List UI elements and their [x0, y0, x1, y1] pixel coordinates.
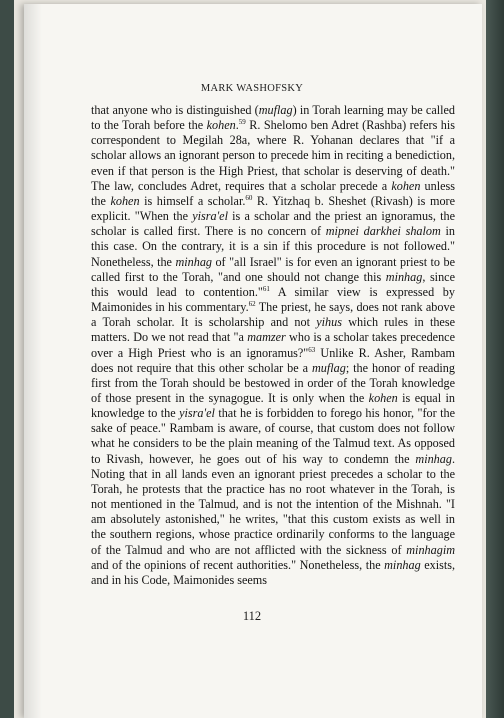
text-run: ) in Torah learning may be called to the Torah before the: [91, 103, 455, 133]
italic-term: kohen: [206, 118, 236, 133]
italic-term: mamzer: [247, 330, 286, 345]
italic-term: kohen: [110, 193, 140, 208]
text-run: R. Shelomo ben Adret (Rashba) refers his correspondent to Megilah 28a, where R. Yohanan declares that "if a scholar allows an ignorant person to precede him in reciting a benediction, even if that person is the High Priest, that scholar is deserving of death." The law, concludes Adret, requires that a scholar precede a: [91, 118, 456, 193]
text-run: Unlike R. Asher, Rambam does not require that this other scholar be a: [91, 345, 455, 375]
italic-term: kohen: [368, 390, 398, 405]
text-run: ; the honor of reading first from the Torah should be bestowed in order of the Torah knowledge of those present in the synagogue. It is only when the: [91, 360, 455, 405]
text-run: The priest, he says, does not rank above a Torah scholar. It is scholarship and not: [91, 300, 455, 330]
text-run: is a scholar and the priest an ignoramus, the scholar is called first. There is no concern of: [91, 209, 456, 239]
text-run: who is a scholar takes precedence over a High Priest who is an ignoramus?": [91, 330, 456, 360]
footnote-ref: 61: [262, 284, 270, 293]
text-run: that he is forbidden to forego his honor, "for the sake of peace." Rambam is aware, of course, that custom does not follow what he considers to be the plain meaning of the Talmud text. As opposed to Rivash, however, he goes out of his way to condemn the: [91, 406, 455, 466]
italic-term: minhag: [415, 451, 452, 466]
text-run: is himself a scholar.: [139, 193, 246, 208]
footnote-ref: 59: [238, 118, 246, 127]
text-run: of "all Israel" is for even an ignorant priest to be called first to the Torah, "and one should not change this: [91, 254, 455, 284]
footnote-ref: 62: [248, 299, 256, 308]
running-head: MARK WASHOFSKY: [200, 83, 304, 94]
text-run: , since this would lead to contention.": [91, 269, 455, 299]
text-run: that anyone who is distinguished (: [91, 103, 259, 117]
text-run: . Noting that in all lands even an ignorant priest precedes a scholar to the Torah, he protests that the practice has no root whatever in the Torah, is not mentioned in the Talmud, and is not the intention of the Mishnah. "I am absolutely astonished," he writes, "that this custom exists as well in the southern regions, whose practice ordinarily conforms to the language of the Talmud and who are not afflicted with the sickness of: [91, 451, 455, 557]
italic-term: kohen: [391, 178, 421, 193]
italic-term: mipnei darkhei shalom: [325, 224, 441, 239]
text-run: A similar view is expressed by Maimonides in his commentary.: [91, 284, 455, 315]
page-number: 112: [242, 609, 262, 623]
italic-term: yisra'el: [179, 406, 215, 421]
body-paragraph: [91, 103, 455, 588]
text-run: in this case. On the contrary, it is a sin if this procedure is not followed." Nonetheless, the: [91, 224, 455, 269]
text-run: which rules in these matters. Do we not read that "a: [91, 315, 455, 345]
text-run: and of the opinions of recent authorities." Nonetheless, the: [91, 557, 385, 572]
italic-term: minhagim: [406, 542, 455, 557]
italic-term: minhag: [384, 557, 421, 572]
italic-term: minhag: [385, 269, 423, 284]
text-run: is equal in knowledge to the: [91, 390, 455, 421]
italic-term: yisra'el: [192, 209, 228, 224]
footnote-ref: 60: [245, 193, 253, 202]
text-run: R. Yitzhaq b. Sheshet (Rivash) is more explicit. "When the: [91, 193, 456, 224]
text-run: unless the: [91, 178, 456, 208]
italic-term: muflag: [258, 103, 293, 117]
italic-term: minhag: [175, 254, 212, 269]
text-run: .: [235, 118, 239, 133]
italic-term: muflag: [311, 360, 346, 375]
text-run: exists, and in his Code, Maimonides seems: [91, 557, 456, 587]
footnote-ref: 63: [308, 345, 316, 354]
italic-term: yihus: [316, 315, 342, 330]
